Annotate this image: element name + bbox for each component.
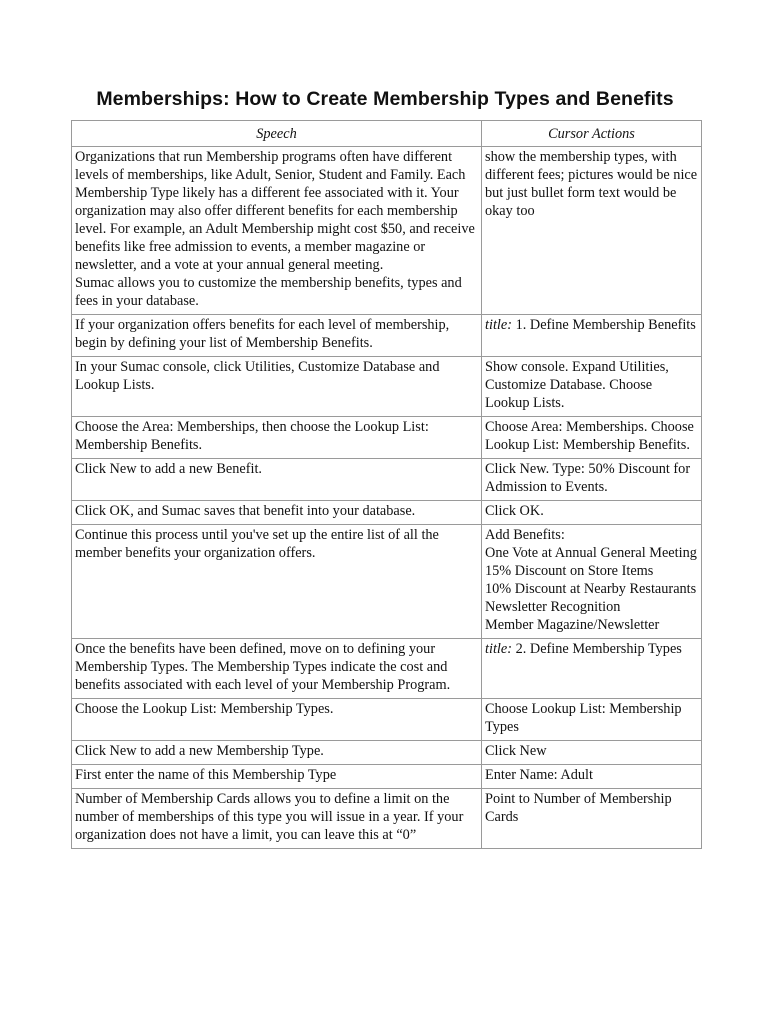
speech-cell	[72, 147, 482, 315]
cursor-cell: Choose Area: Memberships. Choose Lookup List: Membership Benefits.	[482, 417, 702, 459]
speech-cell: Continue this process until you've set up the entire list of all the member benefits your organization offers.	[72, 525, 482, 639]
speech-cell: Choose the Area: Memberships, then choose the Lookup List: Membership Benefits.	[72, 417, 482, 459]
cursor-line: Newsletter Recognition	[485, 599, 621, 615]
speech-cell: Click New to add a new Benefit.	[72, 459, 482, 501]
script-table	[71, 120, 702, 849]
speech-cell: Click New to add a new Membership Type.	[72, 741, 482, 765]
table-row	[72, 525, 702, 639]
cursor-cell	[482, 639, 702, 699]
table-header-row	[72, 121, 702, 147]
cursor-line: Member Magazine/Newsletter	[485, 617, 660, 633]
table-row	[72, 315, 702, 357]
cursor-text: 1. Define Membership Benefits	[515, 317, 696, 333]
title-label: title:	[485, 317, 512, 333]
cursor-cell: Show console. Expand Utilities, Customize Database. Choose Lookup Lists.	[482, 357, 702, 417]
cursor-cell: Click New	[482, 741, 702, 765]
cursor-cell: show the membership types, with different fees; pictures would be nice but just bullet form text would be okay too	[482, 147, 702, 315]
title-label: title:	[485, 641, 512, 657]
cursor-cell: Click OK.	[482, 501, 702, 525]
speech-column-header: Speech	[72, 121, 482, 147]
speech-cell: Choose the Lookup List: Membership Types.	[72, 699, 482, 741]
cursor-line: 10% Discount at Nearby Restaurants	[485, 581, 697, 597]
cursor-line: One Vote at Annual General Meeting	[485, 545, 697, 561]
table-row	[72, 789, 702, 849]
speech-cell: Number of Membership Cards allows you to define a limit on the number of memberships of this type you will issue in a year. If your organization does not have a limit, you can leave this at “0”	[72, 789, 482, 849]
speech-cell: Click OK, and Sumac saves that benefit into your database.	[72, 501, 482, 525]
cursor-text: 2. Define Membership Types	[515, 641, 682, 657]
cursor-line: Add Benefits:	[485, 527, 565, 543]
cursor-cell	[482, 525, 702, 639]
page-title: Memberships: How to Create Membership Types and Benefits	[96, 88, 674, 110]
cursor-actions-column-header: Cursor Actions	[482, 121, 702, 147]
table-row	[72, 765, 702, 789]
cursor-cell: Choose Lookup List: Membership Types	[482, 699, 702, 741]
table-row	[72, 699, 702, 741]
cursor-cell	[482, 315, 702, 357]
cursor-cell: Enter Name: Adult	[482, 765, 702, 789]
cursor-cell: Point to Number of Membership Cards	[482, 789, 702, 849]
table-row	[72, 741, 702, 765]
table-row	[72, 459, 702, 501]
table-row	[72, 417, 702, 459]
speech-cell: Once the benefits have been defined, move on to defining your Membership Types. The Membership Types indicate the cost and benefits associated with each level of your Membership Program.	[72, 639, 482, 699]
cursor-cell: Click New. Type: 50% Discount for Admission to Events.	[482, 459, 702, 501]
speech-cell: If your organization offers benefits for each level of membership, begin by defining your list of Membership Benefits.	[72, 315, 482, 357]
speech-cell: First enter the name of this Membership Type	[72, 765, 482, 789]
table-row	[72, 147, 702, 315]
table-row	[72, 639, 702, 699]
speech-text: Organizations that run Membership programs often have different levels of memberships, like Adult, Senior, Student and Family. Each Membership Type likely has a different fee associated with it. Your organization may also offer different benefits for each membership level. For example, an Adult Membership might cost $50, and receive benefits like free admission to events, a member magazine or newsletter, and a vote at your annual general meeting.	[75, 149, 475, 273]
speech-text: Sumac allows you to customize the membership benefits, types and fees in your database.	[75, 275, 462, 309]
table-row	[72, 501, 702, 525]
table-row	[72, 357, 702, 417]
cursor-line: 15% Discount on Store Items	[485, 563, 654, 579]
speech-cell: In your Sumac console, click Utilities, Customize Database and Lookup Lists.	[72, 357, 482, 417]
